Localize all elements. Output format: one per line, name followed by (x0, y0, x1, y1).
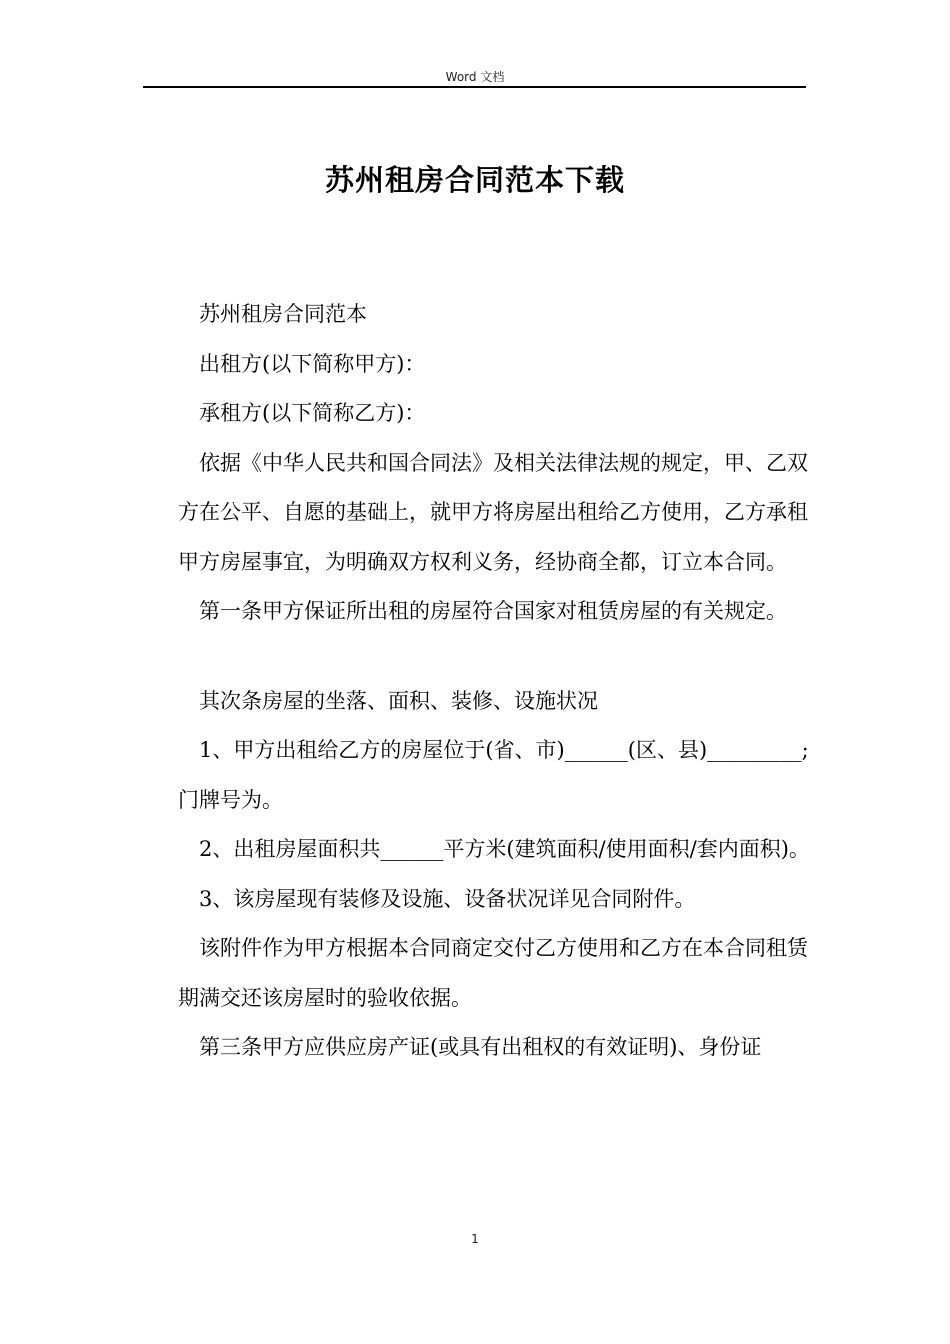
paragraph-lessee: 承租方(以下简称乙方)： (199, 401, 426, 425)
header-divider (143, 86, 806, 88)
paragraph-article-3: 第三条甲方应供应房产证(或具有出租权的有效证明)、身份证 (199, 1035, 762, 1059)
paragraph-item-3: 3、该房屋现有装修及设施、设备状况详见合同附件。 (199, 886, 696, 911)
paragraph-article-1: 第一条甲方保证所出租的房屋符合国家对租赁房屋的有关规定。 (199, 599, 787, 623)
document-body (178, 290, 818, 1073)
page-header: Word 文档 (445, 70, 505, 84)
paragraph-item-1: 1、甲方出租给乙方的房屋位于(省、市)______(区、县)_________;门牌号为。 (178, 738, 809, 812)
document-title: 苏州租房合同范本下载 (324, 163, 625, 197)
page-number: 1 (471, 1232, 479, 1246)
paragraph-annex: 该附件作为甲方根据本合同商定交付乙方使用和乙方在本合同租赁期满交还该房屋时的验收依据。 (178, 936, 808, 1010)
paragraph-contract-name: 苏州租房合同范本 (199, 302, 367, 326)
paragraph-lessor: 出租方(以下简称甲方)： (199, 351, 426, 376)
paragraph-preamble: 依据《中华人民共和国合同法》及相关法律法规的规定，甲、乙双方在公平、自愿的基础上，就甲方将房屋出租给乙方使用，乙方承租甲方房屋事宜，为明确双方权利义务，经协商全都，订立本合同。 (178, 450, 808, 574)
paragraph-article-2: 其次条房屋的坐落、面积、装修、设施状况 (199, 688, 598, 713)
paragraph-item-2: 2、出租房屋面积共______平方米(建筑面积/使用面积/套内面积)。 (199, 837, 810, 861)
